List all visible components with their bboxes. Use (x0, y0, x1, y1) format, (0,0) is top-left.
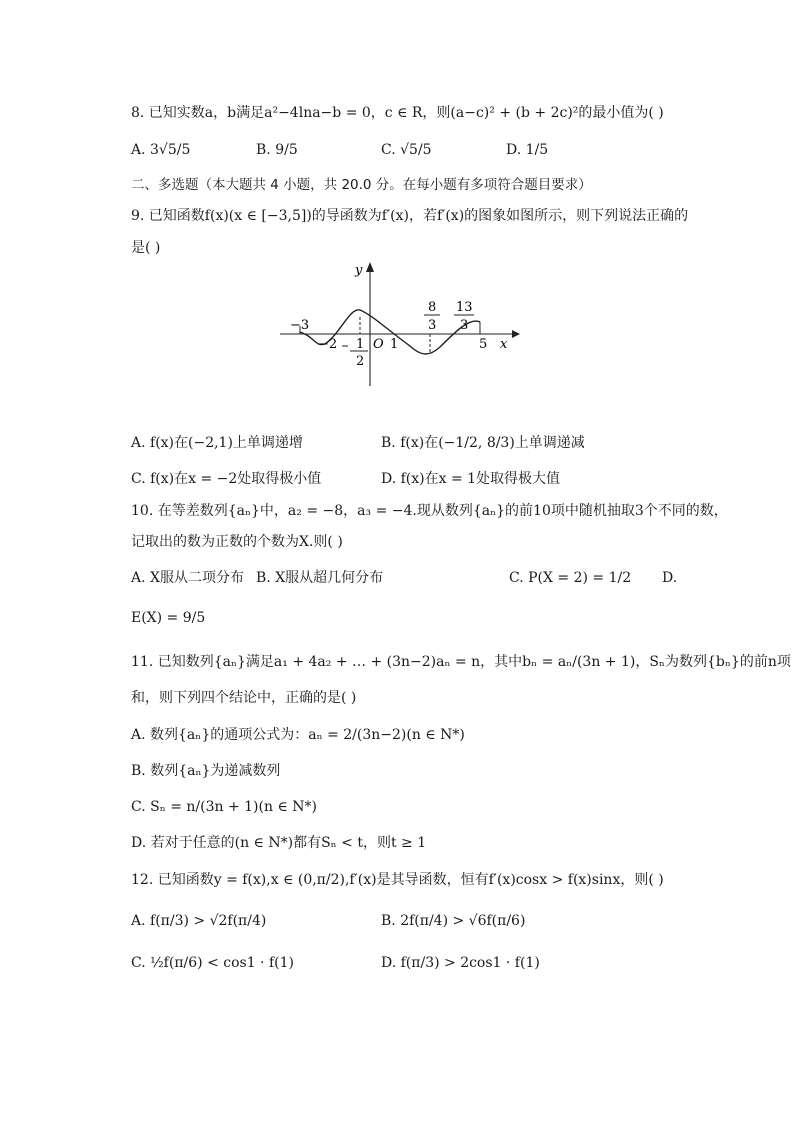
q10-stem-line2: 记取出的数为正数的个数为X.则( ) (131, 534, 343, 550)
q9-option-a: A. f(x)在(−2,1)上单调递增 (131, 435, 303, 451)
graph-8-3-num: 8 (428, 300, 437, 315)
q8-stem: 8. 已知实数a，b满足a²−4lna−b = 0，c ∈ R，则(a−c)² + (b + 2c)²的最小值为( ) (131, 105, 664, 121)
q10-option-a: A. X服从二项分布 (131, 570, 244, 586)
graph-half-den: 2 (356, 354, 365, 369)
q12-option-a: A. f(π/3) > √2f(π/4) (131, 913, 267, 929)
graph-13-3-num: 13 (456, 300, 473, 315)
q9-option-b: B. f(x)在(−1/2, 8/3)上单调递减 (381, 435, 585, 451)
q11-option-a: A. 数列{aₙ}的通项公式为：aₙ = 2/(3n−2)(n ∈ N*) (131, 727, 465, 743)
q8-option-b: B. 9/5 (256, 142, 298, 158)
graph-x-label: x (500, 337, 508, 352)
graph-13-3-den: 3 (460, 318, 469, 333)
q9-option-d: D. f(x)在x = 1处取得极大值 (381, 471, 561, 487)
graph-y-label: y (355, 263, 363, 278)
q9-option-c: C. f(x)在x = −2处取得极小值 (131, 471, 322, 487)
q12-option-b: B. 2f(π/4) > √6f(π/6) (381, 913, 526, 929)
derivative-graph (280, 262, 520, 392)
q12-option-d: D. f(π/3) > 2cos1 · f(1) (381, 955, 540, 971)
graph-half-num: 1 (356, 337, 365, 352)
graph-tick-five: 5 (479, 337, 488, 352)
graph-tick-one: 1 (390, 337, 399, 352)
q11-option-b: B. 数列{aₙ}为递减数列 (131, 763, 281, 779)
graph-origin-label: O (373, 337, 384, 352)
graph-8-3-den: 3 (428, 318, 437, 333)
q9-stem-line2: 是( ) (131, 240, 161, 256)
q10-option-b: B. X服从超几何分布 (256, 570, 384, 586)
q8-option-a: A. 3√5/5 (131, 142, 191, 158)
q8-option-c: C. √5/5 (381, 142, 432, 158)
q9-stem-line1: 9. 已知函数f(x)(x ∈ [−3,5])的导函数为f′(x)，若f′(x)的图象如图所示，则下列说法正确的 (131, 208, 689, 224)
q10-stem-line1: 10. 在等差数列{aₙ}中，a₂ = −8，a₃ = −4.现从数列{aₙ}的前10项中随机抽取3个不同的数， (131, 503, 728, 519)
q11-stem-line2: 和，则下列四个结论中，正确的是( ) (131, 690, 357, 706)
q10-option-d-value: E(X) = 9/5 (131, 610, 206, 626)
graph-tick-neg3: −3 (290, 318, 310, 333)
q10-option-d: D. (662, 570, 678, 586)
q10-option-c: C. P(X = 2) = 1/2 (509, 570, 632, 586)
q8-option-d: D. 1/5 (506, 142, 549, 158)
q12-option-c: C. ½f(π/6) < cos1 · f(1) (131, 955, 294, 971)
q12-stem: 12. 已知函数y = f(x),x ∈ (0,π/2),f′(x)是其导函数，恒有f′(x)cosx > f(x)sinx，则( ) (131, 872, 664, 888)
q11-option-d: D. 若对于任意的(n ∈ N*)都有Sₙ < t，则t ≥ 1 (131, 835, 427, 851)
q11-option-c: C. Sₙ = n/(3n + 1)(n ∈ N*) (131, 799, 317, 815)
graph-tick-neg2: −2 (318, 337, 338, 352)
section-heading-multiple-choice: 二、多选题（本大题共 4 小题，共 20.0 分。在每小题有多项符合题目要求） (131, 177, 592, 193)
q11-stem-line1: 11. 已知数列{aₙ}满足a₁ + 4a₂ + … + (3n−2)aₙ = n，其中bₙ = aₙ/(3n + 1)，Sₙ为数列{bₙ}的前n项 (131, 654, 791, 670)
